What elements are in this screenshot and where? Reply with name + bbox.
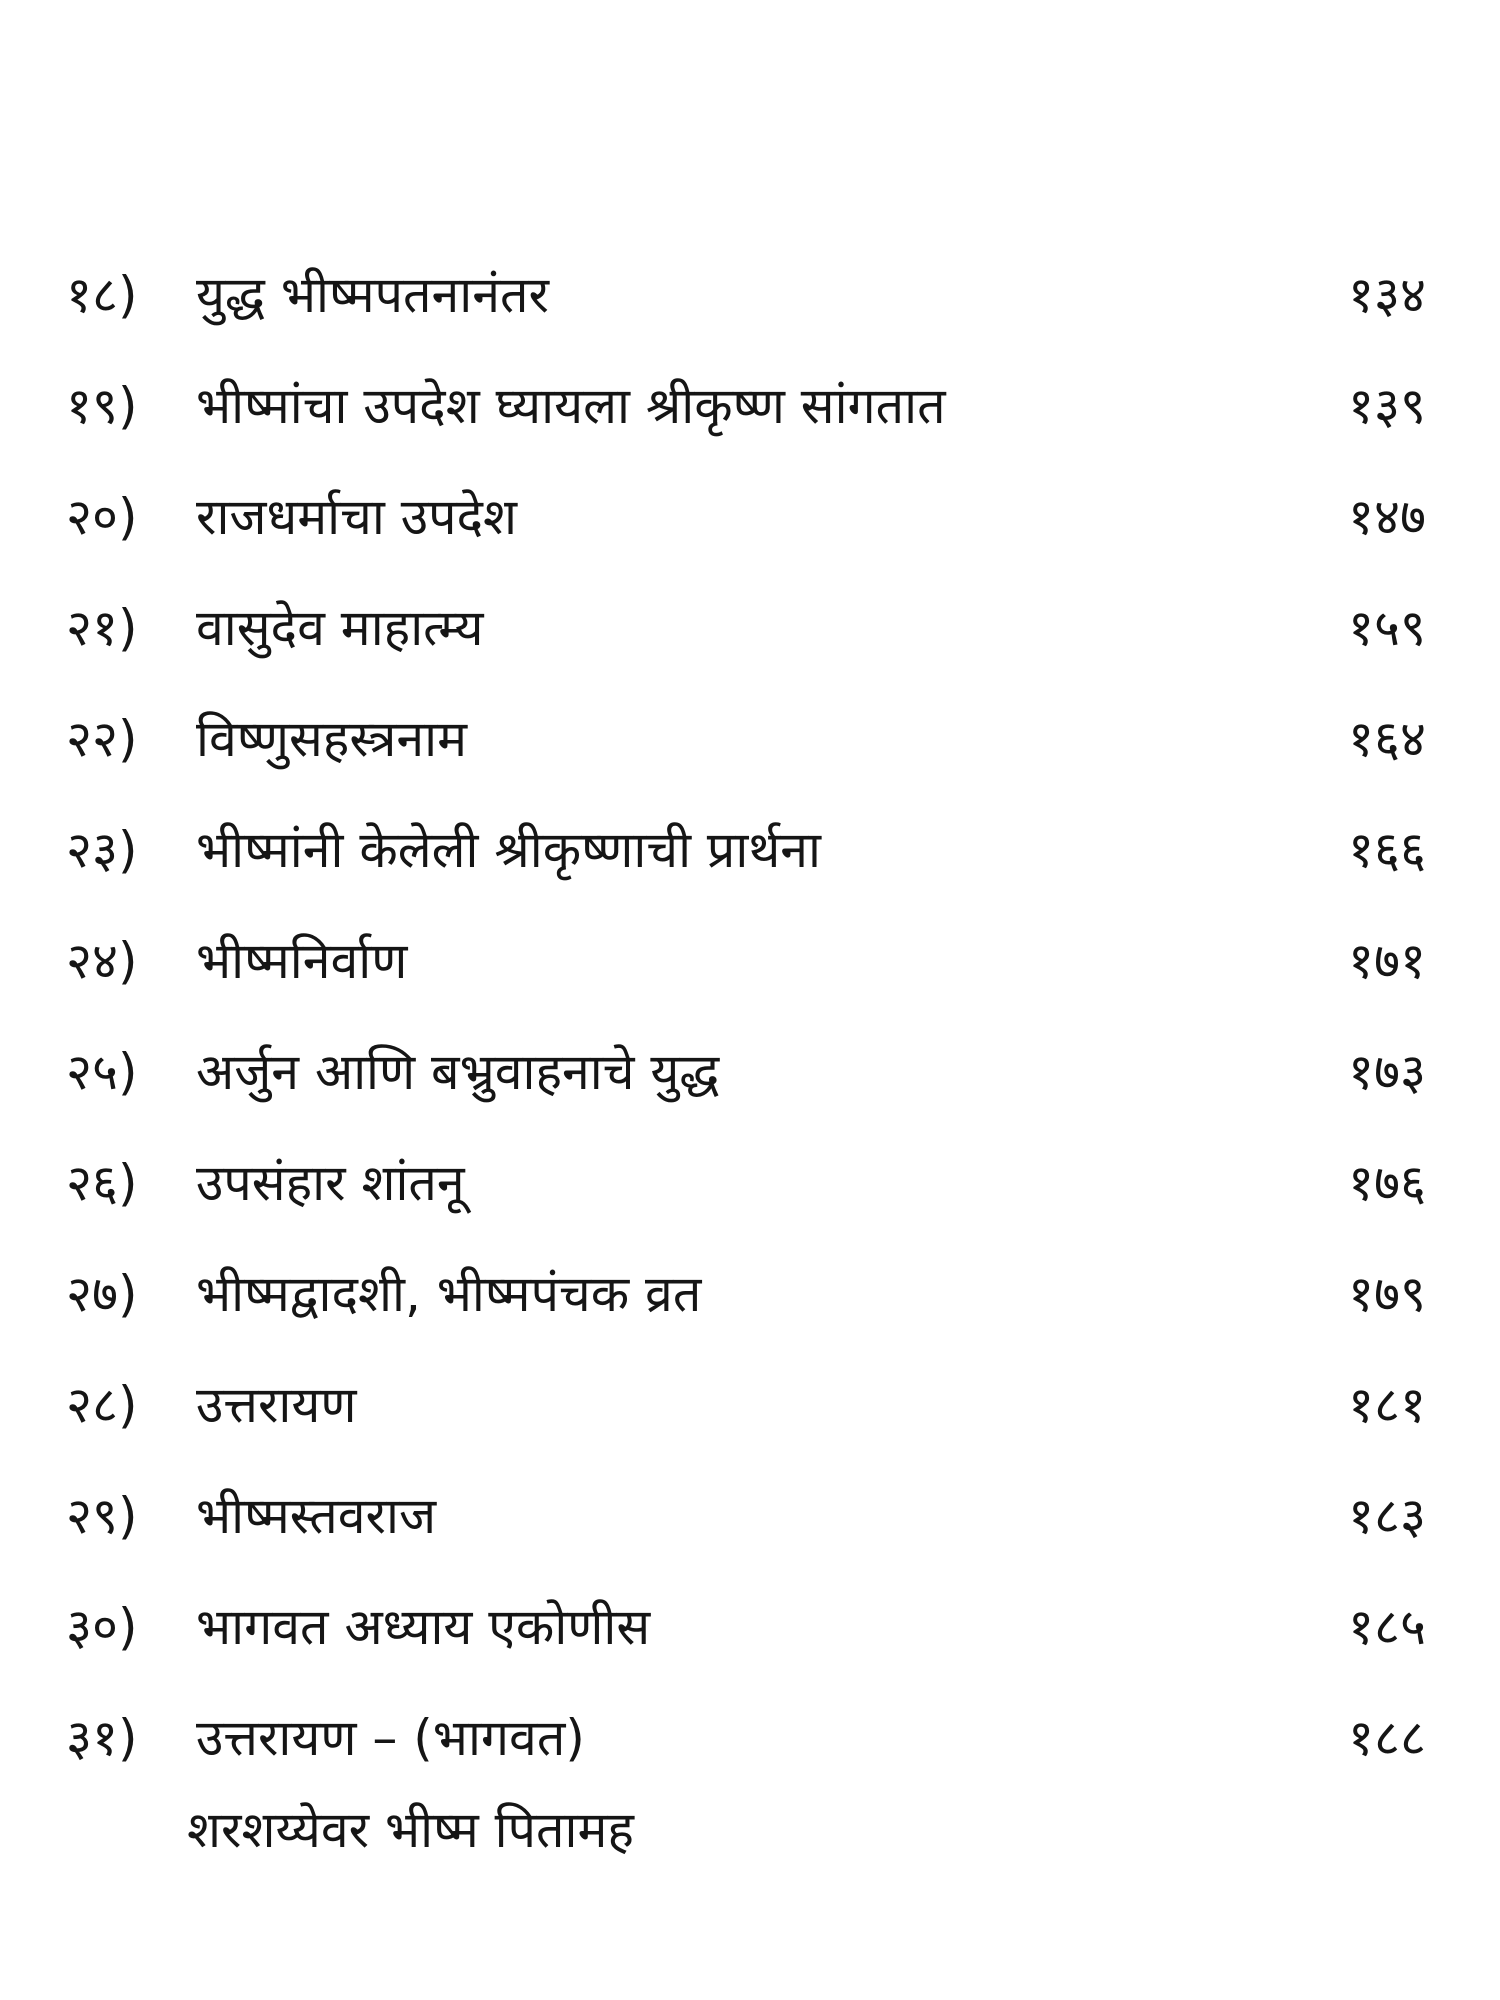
toc-entry	[0, 240, 1500, 351]
toc-entry-title: युद्ध भीष्मपतनानंतर	[196, 266, 549, 324]
toc-entry-page: १७३	[1348, 1043, 1426, 1101]
toc-entry	[0, 462, 1500, 573]
toc-entry	[0, 1572, 1500, 1683]
toc-entry-title: भीष्मस्तवराज	[196, 1487, 437, 1545]
toc-entry-number: २२)	[66, 710, 138, 768]
toc-entry-number: २७)	[66, 1265, 138, 1323]
toc-entry-page: १८१	[1348, 1376, 1426, 1434]
toc-entry-title: भीष्मांनी केलेली श्रीकृष्णाची प्रार्थना	[196, 821, 821, 879]
toc-entry-number: २३)	[66, 821, 138, 879]
toc-entry-title: भीष्मांचा उपदेश घ्यायला श्रीकृष्ण सांगतात	[196, 377, 946, 435]
toc-entry-title: भागवत अध्याय एकोणीस	[196, 1598, 651, 1656]
toc-entry-title: राजधर्माचा उपदेश	[196, 488, 518, 546]
toc-entry-title: उत्तरायण	[196, 1376, 357, 1434]
toc-entry-number: ३०)	[66, 1598, 138, 1656]
toc-entry-number: २९)	[66, 1487, 138, 1545]
toc-entry-number: २६)	[66, 1154, 138, 1212]
toc-entry	[0, 1350, 1500, 1461]
toc-entry	[0, 1017, 1500, 1128]
toc-entry-page: १७१	[1348, 932, 1426, 990]
toc-entry-page: १७६	[1348, 1154, 1426, 1212]
toc-entry-page: १८५	[1348, 1598, 1426, 1656]
toc-entry-page: १५९	[1348, 599, 1426, 657]
toc-entry	[0, 1128, 1500, 1239]
toc-entry-page: १६६	[1348, 821, 1426, 879]
toc-entry	[0, 573, 1500, 684]
toc-entry	[0, 351, 1500, 462]
toc-entry-title: अर्जुन आणि बभ्रुवाहनाचे युद्ध	[196, 1043, 720, 1101]
toc-entry-number: २०)	[66, 488, 138, 546]
toc-entry-page: १७९	[1348, 1265, 1426, 1323]
toc-entry-number: १८)	[66, 266, 138, 324]
toc-entry-number: ३१)	[66, 1709, 138, 1767]
toc-caption: शरशय्येवर भीष्म पितामह	[187, 1801, 634, 1859]
toc-entry	[0, 1683, 1500, 1794]
toc-entry-title: विष्णुसहस्त्रनाम	[196, 710, 467, 768]
toc-entry-page: १८३	[1348, 1487, 1426, 1545]
toc-entry-page: १६४	[1348, 710, 1426, 768]
toc-entry-title: भीष्मद्वादशी, भीष्मपंचक व्रत	[196, 1265, 702, 1323]
toc-entry	[0, 906, 1500, 1017]
toc-entry-number: २५)	[66, 1043, 138, 1101]
toc-entry-number: २८)	[66, 1376, 138, 1434]
toc-entry-title: उत्तरायण – (भागवत)	[196, 1709, 585, 1767]
toc-entry	[0, 1461, 1500, 1572]
toc-entry-page: १३९	[1348, 377, 1426, 435]
toc-entry-page: १४७	[1348, 488, 1426, 546]
toc-entry-number: २४)	[66, 932, 138, 990]
toc-entry-title: वासुदेव माहात्म्य	[196, 599, 484, 657]
toc-entry-title: उपसंहार शांतनू	[196, 1154, 465, 1212]
toc-entry-page: १८८	[1348, 1709, 1426, 1767]
toc-entry	[0, 1239, 1500, 1350]
table-of-contents	[0, 240, 1500, 1794]
toc-entry-number: २१)	[66, 599, 138, 657]
toc-entry-page: १३४	[1348, 266, 1426, 324]
toc-entry	[0, 795, 1500, 906]
toc-entry	[0, 684, 1500, 795]
toc-entry-number: १९)	[66, 377, 138, 435]
toc-entry-title: भीष्मनिर्वाण	[196, 932, 408, 990]
